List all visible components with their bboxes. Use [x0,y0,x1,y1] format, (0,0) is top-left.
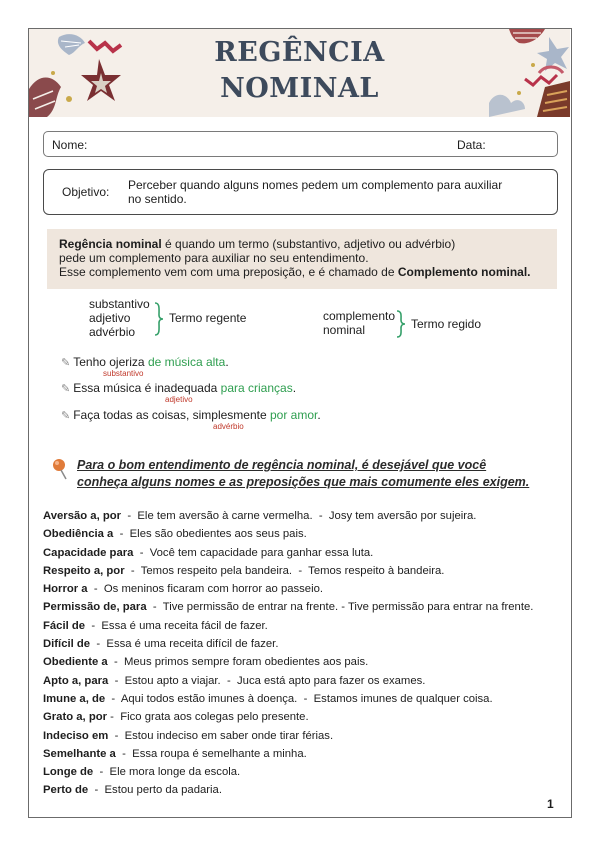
example-sentence [61,355,229,369]
list-item-example: - Fico grata aos colegas pelo presente. [107,711,309,724]
example-end: . [292,381,297,395]
intro-line: Para o bom entendimento de regência nominal, é desejável que você [77,458,487,472]
header-banner [29,29,570,117]
list-item-example: - Estou apto a viajar. - Juca está apto para fazer os exames. [108,674,426,687]
intro-text [77,457,547,491]
termo-regido-label: Termo regido [411,317,482,331]
list-item-example: - Estou perto da padaria. [88,784,222,797]
regido-item: complemento [323,309,396,323]
list-item-term: Obediente a [43,656,108,669]
definition-text: é quando um termo (substantivo, adjetivo ou advérbio) [161,237,456,251]
example-sentence [61,408,321,422]
example-tag: adjetivo [165,395,193,404]
list-item-example: - Ele mora longe da escola. [93,766,241,779]
example-text: Essa música é inadequada [73,381,221,395]
list-item-term: Difícil de [43,638,91,651]
list-item [43,727,533,745]
page-number: 1 [547,797,554,811]
regente-item: adjetivo [89,311,131,325]
intro-line: conheça alguns nomes e as preposições que mais comumente eles exigem. [77,475,530,489]
list-item [43,690,533,708]
list-item-term: Apto a, para [43,674,109,687]
regente-items [89,297,150,339]
list-item-term: Semelhante a [43,747,116,760]
regente-item: substantivo [89,297,150,311]
list-item-example: - Essa é uma receita difícil de fazer. [90,638,279,651]
brace-icon [153,301,165,337]
list-item-example: - Os meninos ficaram com horror ao passeio. [87,583,324,596]
list-item [43,708,533,726]
list-item-example: - Essa roupa é semelhante a minha. [115,747,307,760]
definition-key-term: Complemento nominal. [397,265,531,279]
list-item [43,562,533,580]
example-complement: por amor [269,408,318,422]
name-label: Nome: [52,138,88,152]
example-sentence [61,381,296,395]
definition-text: Esse complemento vem com uma preposição, e é chamado de [59,265,398,279]
name-date-field[interactable] [43,131,558,157]
list-item-example: - Essa é uma receita fácil de fazer. [85,619,268,632]
list-item [43,745,533,763]
list-item [43,672,533,690]
regido-items [323,309,395,337]
example-complement: para crianças [220,381,293,395]
definition-line [59,265,557,279]
pushpin-icon [51,457,69,481]
list-item-example: - Aqui todos estão imunes à doença. - Estamos imunes de qualquer coisa. [105,692,493,705]
definition-line [59,237,557,251]
definition-box [47,229,557,289]
list-item [43,525,533,543]
example-end: . [225,355,229,369]
list-item-example: - Tive permissão de entrar na frente. - Tive permissão para entrar na frente. [146,601,534,614]
list-item-term: Longe de [43,766,94,779]
list-item [43,580,533,598]
list-item-example: - Estou indeciso em saber onde tirar férias. [108,729,334,742]
list-item-term: Obediência a [43,528,114,541]
example-complement: de música alta [147,355,226,369]
example-tag: substantivo [103,369,144,378]
objective-line: no sentido. [128,192,187,206]
list-item-example: - Meus primos sempre foram obedientes aos pais. [107,656,369,669]
example-text: Faça todas as coisas, simplesmente [73,408,270,422]
list-item [43,507,533,525]
list-item-example: - Temos respeito pela bandeira. - Temos respeito à bandeira. [124,564,445,577]
list-item-example: - Ele tem aversão à carne vermelha. - Josy tem aversão por sujeira. [121,510,477,522]
pencil-icon: ✎ [61,410,71,422]
list-item [43,544,533,562]
pencil-icon: ✎ [61,357,71,369]
list-item-example: - Você tem capacidade para ganhar essa luta. [133,546,374,559]
objective-label: Objetivo: [62,185,110,199]
list-item [43,763,533,781]
regido-item: nominal [323,323,366,337]
list-item-term: Horror a [43,583,88,596]
list-item-term: Permissão de, para [43,601,147,614]
worksheet-page [28,28,572,818]
list-item [43,653,533,671]
example-text: Tenho ojeriza [73,355,148,369]
brace-icon [395,309,407,339]
example-tag: advérbio [213,422,244,431]
pencil-icon: ✎ [61,383,71,395]
list-item-term: Imune a, de [43,692,106,705]
regente-item: advérbio [89,325,136,339]
nominal-regency-list [43,507,533,800]
title-line-1: REGÊNCIA [214,37,385,68]
objective-box [43,169,558,215]
page-title [29,35,570,107]
list-item [43,598,533,616]
title-line-2: NOMINAL [220,73,379,104]
list-item [43,635,533,653]
list-item [43,781,533,799]
example-end: . [317,408,321,422]
list-item-term: Fácil de [43,619,86,632]
list-item-term: Respeito a, por [43,564,125,577]
objective-text [128,178,528,206]
list-item-term: Perto de [43,784,89,797]
list-item-example: - Eles são obedientes aos seus pais. [113,528,307,541]
list-item-term: Indeciso em [43,729,109,742]
objective-line: Perceber quando alguns nomes pedem um complemento para auxiliar [128,178,503,192]
date-label: Data: [457,138,486,152]
list-item [43,617,533,635]
definition-term: Regência nominal [59,237,162,251]
termo-regente-label: Termo regente [169,311,247,325]
list-item-term: Capacidade para [43,546,134,559]
definition-line: pede um complemento para auxiliar no seu entendimento. [59,251,369,265]
list-item-term: Aversão a, por [43,510,122,522]
list-item-term: Grato a, por [43,711,108,724]
